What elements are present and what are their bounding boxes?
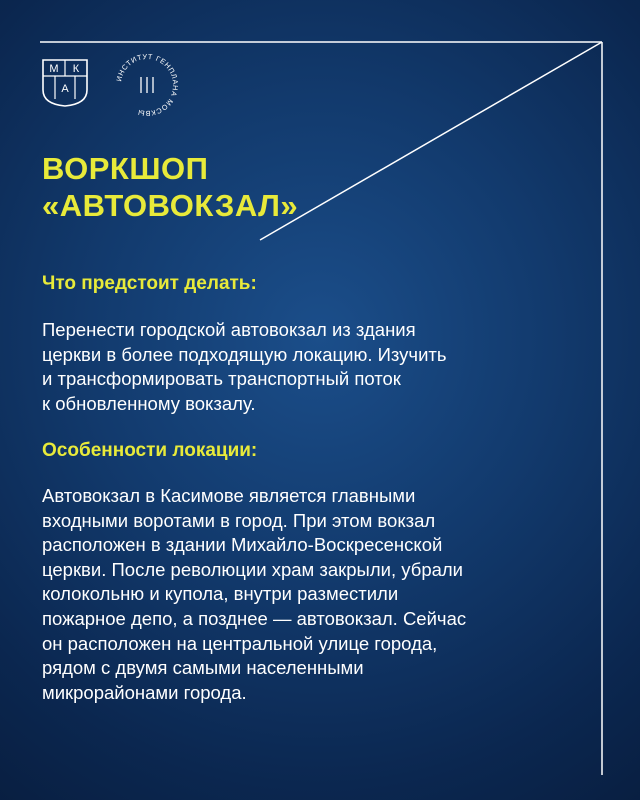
text-line: Автовокзал в Касимове является главными (42, 485, 416, 506)
page-title (42, 150, 298, 224)
frame-diagonal-line (260, 42, 602, 240)
location-paragraph (42, 484, 582, 705)
tasks-paragraph (42, 318, 582, 416)
institute-seal-logo (110, 50, 184, 120)
title-line: ВОРКШОП (42, 151, 209, 186)
text-line: входными воротами в город. При этом вокзал (42, 509, 436, 531)
text-line: колокольню и купола, внутри разместили (42, 583, 399, 605)
text-line: к обновленному вокзалу. (42, 392, 256, 414)
text-line: Перенести городской автовокзал из здания (42, 319, 416, 340)
text-line: церкви в более подходящую локацию. Изучить (42, 343, 447, 365)
text-line: и трансформировать транспортный поток (42, 368, 401, 390)
text-line: церкви. После революции храм закрыли, убрали (42, 558, 464, 580)
logo-letter-m: М (49, 63, 59, 75)
text-line: пожарное депо, а позднее — автовокзал. Сейчас (42, 607, 467, 629)
text-line: расположен в здании Михайло-Воскресенской (42, 534, 443, 556)
seal-text: ИНСТИТУТ ГЕНПЛАНА МОСКВЫ (114, 51, 181, 119)
text-line: он расположен на центральной улице города, (42, 632, 438, 654)
text-line: рядом с двумя самыми населенными (42, 657, 364, 679)
tasks-heading: Что предстоит делать: (42, 273, 257, 294)
logo-letter-k: К (72, 63, 80, 75)
mka-shield-logo (40, 58, 90, 108)
text-line: микрорайонами города. (42, 681, 247, 703)
location-heading: Особенности локации: (42, 440, 258, 461)
logo-letter-a: А (61, 83, 69, 95)
title-line: «АВТОВОКЗАЛ» (42, 188, 299, 223)
